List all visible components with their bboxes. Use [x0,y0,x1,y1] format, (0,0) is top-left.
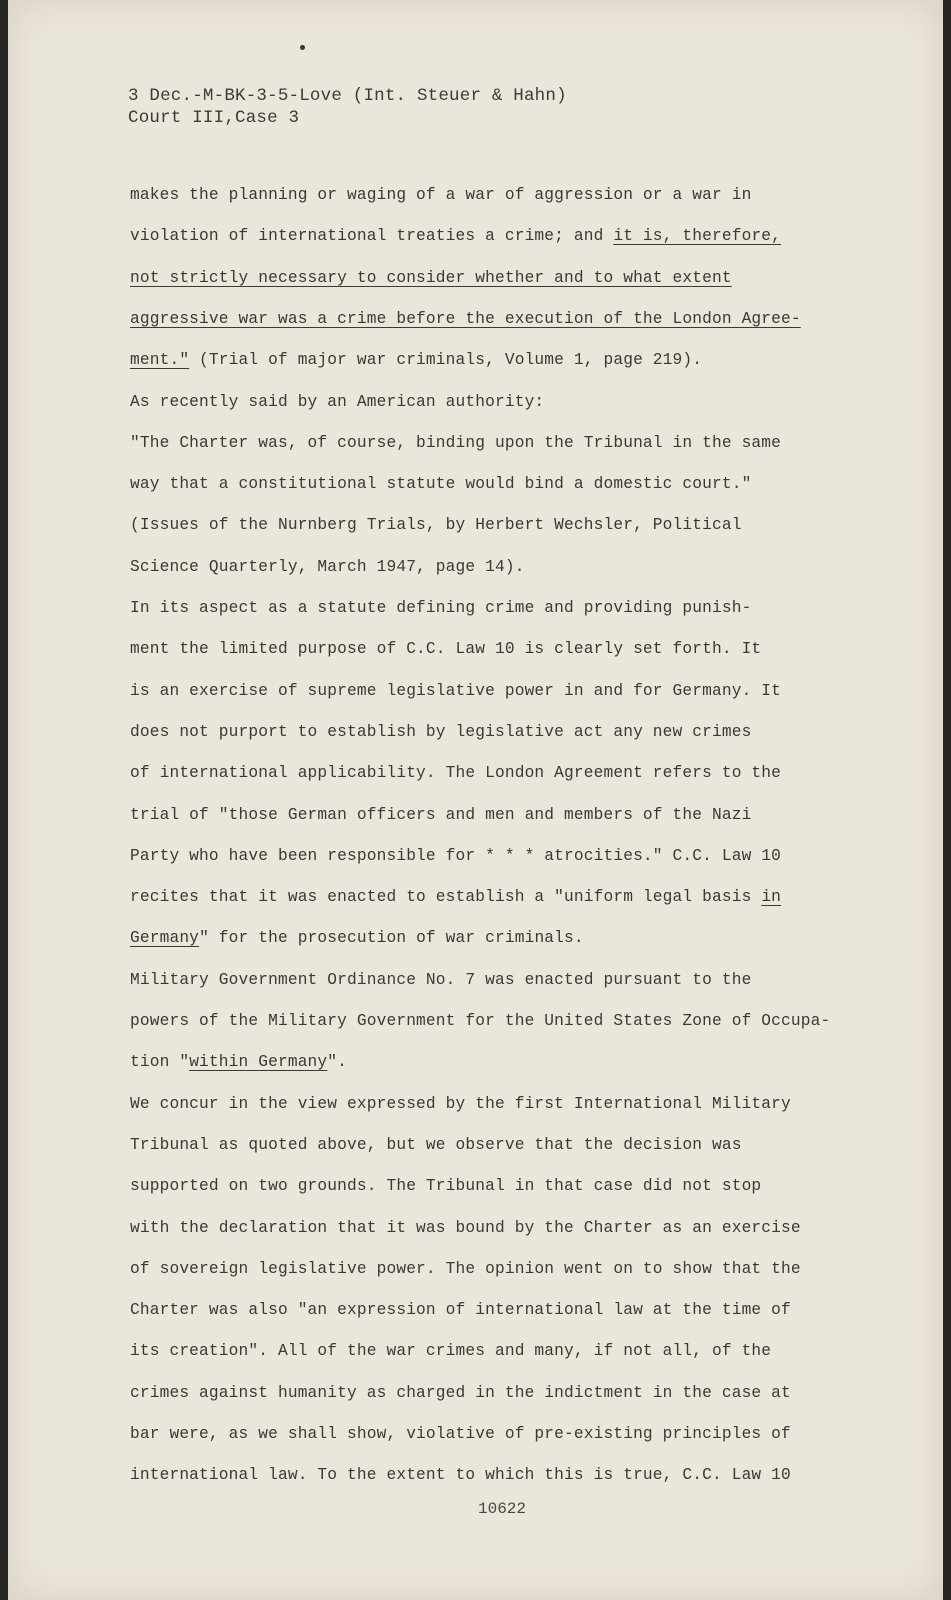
header-line-reference: 3 Dec.-M-BK-3-5-Love (Int. Steuer & Hahn) [128,86,567,106]
underlined-text: in [761,888,782,907]
text-line [130,434,781,452]
text-line [130,682,781,700]
text-line [130,929,584,947]
text-segment: supported on two grounds. The Tribunal in that case did not stop [130,1177,762,1196]
text-line [130,186,751,204]
text-line [130,1136,742,1154]
text-segment: Tribunal as quoted above, but we observe that the decision was [130,1135,742,1154]
page-number: 10622 [478,1500,527,1518]
text-line [130,1342,771,1360]
text-segment: way that a constitutional statute would bind a domestic court." [130,475,752,494]
text-segment: " for the prosecution of war criminals. [199,929,584,948]
text-line [130,475,751,493]
text-segment: bar were, as we shall show, violative of pre-existing principles of [130,1425,791,1443]
document-page [8,0,943,1600]
text-segment: Party who have been responsible for * * * atrocities." C.C. Law 10 [130,846,782,865]
text-segment: Science Quarterly, March 1947, page 14). [130,557,525,576]
text-line [130,516,742,534]
text-segment: Military Government Ordinance No. 7 was enacted pursuant to the [130,970,752,989]
text-segment: "The Charter was, of course, binding upon the Tribunal in the same [130,433,782,452]
text-line [130,1260,801,1278]
text-segment: with the declaration that it was bound by the Charter as an exercise [130,1218,801,1237]
text-line [130,351,702,369]
text-segment: tion " [130,1053,190,1072]
document-header [128,85,567,129]
text-segment: ". [327,1053,348,1072]
text-segment: does not purport to establish by legislative act any new crimes [130,722,752,741]
text-segment: international law. To the extent to which this is true, C.C. Law 10 [130,1466,791,1485]
text-segment: Charter was also "an expression of international law at the time of [130,1301,791,1320]
text-line [130,888,781,906]
text-line [130,971,751,989]
text-segment: In its aspect as a statute defining crime and providing punish- [130,599,752,617]
text-line [130,1219,801,1237]
header-line-court: Court III,Case 3 [128,108,300,128]
underlined-text: Germany [130,929,200,948]
text-segment: is an exercise of supreme legislative power in and for Germany. It [130,681,782,700]
text-segment: (Issues of the Nurnberg Trials, by Herbert Wechsler, Political [130,516,742,535]
text-segment: violation of international treaties a crime; and [130,227,614,246]
text-segment: recites that it was enacted to establish a "uniform legal basis [130,888,762,907]
text-segment: ment the limited purpose of C.C. Law 10 is clearly set forth. It [130,640,762,659]
text-line [130,764,781,782]
text-line [130,599,751,617]
text-segment: of sovereign legislative power. The opinion went on to show that the [130,1259,801,1278]
text-segment: crimes against humanity as charged in the indictment in the case at [130,1383,791,1402]
text-line [130,806,751,824]
text-segment: its creation". All of the war crimes and many, if not all, of the [130,1342,772,1361]
text-line [130,1301,791,1319]
punch-mark [300,45,305,50]
text-segment: We concur in the view expressed by the first International Military [130,1094,791,1113]
text-line [130,1095,791,1113]
text-segment: powers of the Military Government for the United States Zone of Occupa- [130,1012,831,1030]
underlined-text: within Germany [189,1053,328,1072]
text-segment: of international applicability. The London Agreement refers to the [130,764,782,783]
text-line [130,640,761,658]
underlined-text: not strictly necessary to consider whether and to what extent [130,268,732,287]
underlined-text: ment." [130,351,190,370]
underlined-text: it is, therefore, [613,227,782,246]
text-line [130,1466,791,1484]
underlined-text: aggressive war was a crime before the execution of the London Agree- [130,309,801,328]
text-line [130,393,544,411]
text-line [130,1425,791,1443]
text-line [130,310,801,328]
text-segment: (Trial of major war criminals, Volume 1, page 219). [189,351,703,370]
text-segment: trial of "those German officers and men and members of the Nazi [130,805,752,824]
text-segment: makes the planning or waging of a war of aggression or a war in [130,186,752,204]
text-line [130,558,525,576]
text-line [130,1053,347,1071]
text-line [130,1384,791,1402]
text-line [130,723,751,741]
text-line [130,1012,830,1030]
text-line [130,847,781,865]
text-segment: As recently said by an American authority: [130,392,545,411]
text-line [130,269,732,287]
text-line [130,1177,761,1195]
text-line [130,227,781,245]
